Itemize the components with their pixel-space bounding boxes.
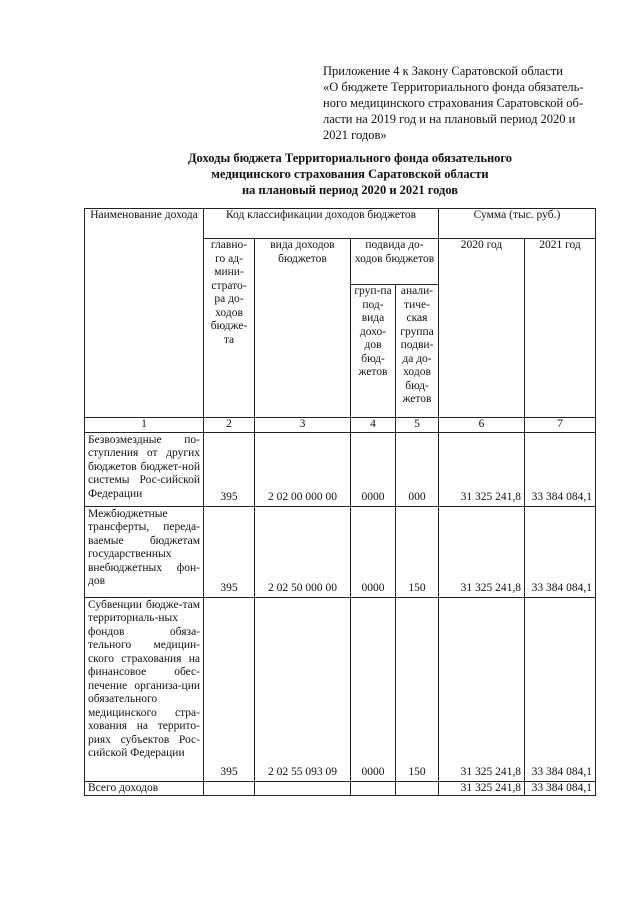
empty-cell [255,781,351,796]
title-line: на плановый период 2020 и 2021 годов [241,183,459,197]
header-subtype-group-col: груп-па под-вида дохо-дов бюд-жетов [351,285,396,418]
row-group: 0000 [351,432,396,506]
document-title [60,150,640,198]
appendix-line: 2021 годов» [323,128,387,142]
row-sum-2021: 33 384 084,1 [525,597,596,781]
col-number: 4 [351,418,396,433]
header-subtype-analytic: анали-тиче-ская группа подви-да до-ходов бюд-жетов [396,285,439,418]
appendix-line: «О бюджете Территориального фонда обязатель- [323,80,584,94]
header-admin: главно-го ад-мини-страто-ра до-ходов бюдже-та [204,239,255,418]
row-sum-2021: 33 384 084,1 [525,432,596,506]
row-type: 2 02 50 000 00 [255,506,351,597]
row-name: Субвенции бюдже-там территориаль-ных фондов обяза-тельного медицин-ского страхования на финансовое обес-печение организа-ции обязательного медицинского стра-хования на террито-риях субъектов Рос-сийской Федерации [85,597,204,781]
col-number: 5 [396,418,439,433]
table-row [85,597,596,781]
empty-cell [204,781,255,796]
header-subtype-group: подвида до-ходов бюджетов [351,239,439,285]
row-admin: 395 [204,432,255,506]
title-line: Доходы бюджета Территориального фонда обязательного [187,151,513,165]
col-number: 6 [439,418,525,433]
col-number: 1 [85,418,204,433]
appendix-line: Приложение 4 к Закону Саратовской области [323,64,563,78]
row-type: 2 02 00 000 00 [255,432,351,506]
col-number: 2 [204,418,255,433]
row-analytic: 150 [396,597,439,781]
header-year-2021: 2021 год [525,239,596,418]
header-name: Наименование дохода [85,209,204,418]
header-income-type: вида доходов бюджетов [255,239,351,418]
row-analytic: 000 [396,432,439,506]
col-number: 7 [525,418,596,433]
row-admin: 395 [204,506,255,597]
appendix-line: ласти на 2019 год и на плановый период 2020 и [323,112,576,126]
row-type: 2 02 55 093 09 [255,597,351,781]
header-sum-group: Сумма (тыс. руб.) [439,209,596,239]
col-number: 3 [255,418,351,433]
row-sum-2020: 31 325 241,8 [439,432,525,506]
appendix-line: ного медицинского страхования Саратовской об- [323,96,584,110]
header-code-group: Код классификации доходов бюджетов [204,209,439,239]
row-analytic: 150 [396,506,439,597]
row-name: Межбюджетные трансферты, переда-ваемые бюджетам государственных внебюджетных фон-дов [85,506,204,597]
total-sum-2020: 31 325 241,8 [439,781,525,796]
total-row [85,781,596,796]
row-sum-2020: 31 325 241,8 [439,506,525,597]
row-group: 0000 [351,506,396,597]
table-row [85,506,596,597]
row-sum-2021: 33 384 084,1 [525,506,596,597]
empty-cell [396,781,439,796]
total-sum-2021: 33 384 084,1 [525,781,596,796]
empty-cell [351,781,396,796]
table-row [85,432,596,506]
row-sum-2020: 31 325 241,8 [439,597,525,781]
row-admin: 395 [204,597,255,781]
title-line: медицинского страхования Саратовской области [211,167,489,181]
header-year-2020: 2020 год [439,239,525,418]
row-group: 0000 [351,597,396,781]
row-name: Безвозмездные по-ступления от других бюджетов бюджет-ной системы Рос-сийской Федерации [85,432,204,506]
total-label: Всего доходов [85,781,204,796]
income-table [84,208,596,796]
appendix-note [323,63,595,143]
